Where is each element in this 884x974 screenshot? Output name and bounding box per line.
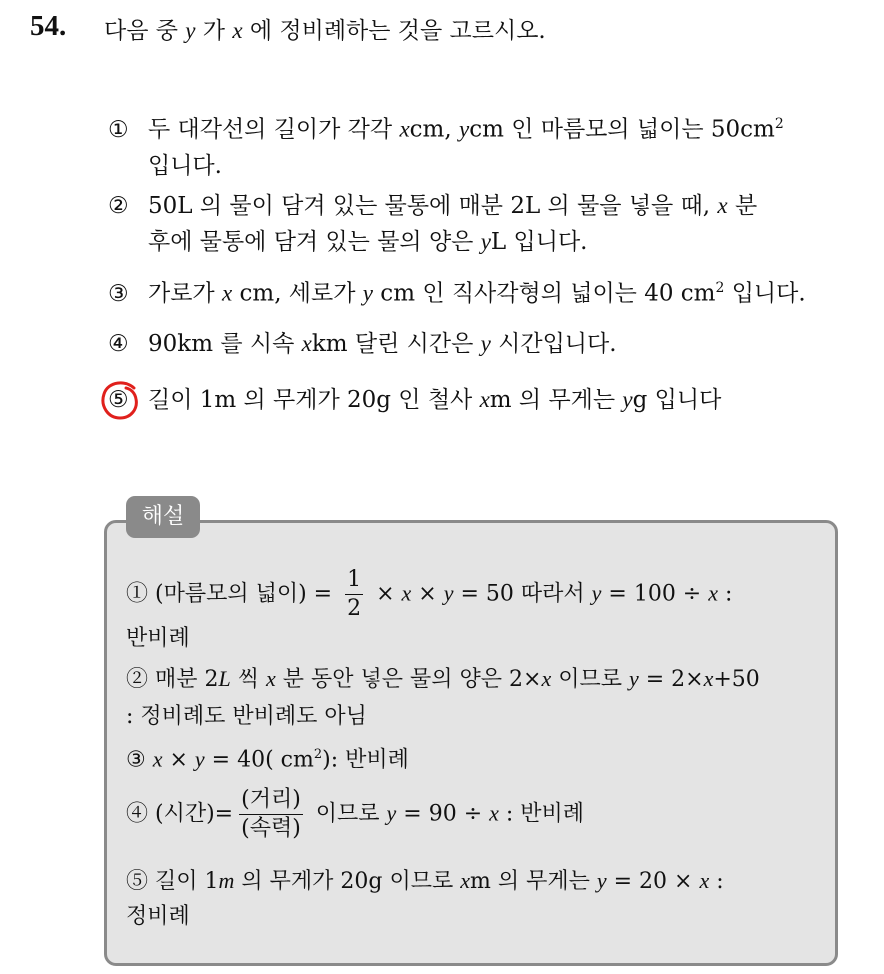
choice-5[interactable]: ⑤ 길이 1m 의 무게가 20g 인 철사 xm 의 무게는 yg 입니다 (108, 382, 721, 418)
solution-tab-label: 해설 (126, 496, 200, 538)
solution-line-5-cont: 정비례 (126, 904, 190, 929)
choice-number: ④ (108, 331, 129, 357)
choice-2[interactable]: ② 50L 의 물이 담겨 있는 물통에 매분 2L 의 물을 넣을 때, x 분 후에 물통에 담겨 있는 물의 양은 yL 입니다. (108, 188, 757, 260)
choice-number: ① (108, 116, 129, 143)
solution-line-2-cont: : 정비례도 반비례도 아님 (126, 704, 367, 729)
choice-number: ③ (108, 280, 129, 307)
choice-4[interactable]: ④ 90km 를 시속 xkm 달린 시간은 y 시간입니다. (108, 326, 617, 362)
fraction-half: $\frac{1}{2}$ (347, 567, 362, 621)
solution-line-1: ① (마름모의 넓이) = $\frac{1}{2}$ × x × y = 50 따라서 y = 100 ÷ x : (126, 567, 733, 621)
choice-number: ⑤ (108, 387, 129, 413)
fraction-distance-speed: $\frac{\text{(거리)}}{\text{(속력)}}$ (241, 787, 301, 841)
question-stem: 다음 중 y 가 x 에 정비례하는 것을 고르시오. (104, 18, 546, 44)
solution-line-4: ④ (시간)= $\frac{\text{(거리)}}{\text{(속력)}}$ 이므로 y = 90 ÷ x : 반비례 (126, 787, 585, 841)
solution-line-2: ② 매분 2L 씩 x 분 동안 넣은 물의 양은 2×x 이므로 y = 2×x+50 (126, 666, 760, 692)
choice-1[interactable]: ① 두 대각선의 길이가 각각 xcm, ycm 인 마름모의 넓이는 $50cm^2$ 입니다. (108, 106, 784, 184)
solution-line-3: ③ x × y = 40( $cm^2$): 반비례 (126, 746, 409, 773)
question-number: 54. (30, 10, 67, 42)
solution-line-1-cont: 반비례 (126, 626, 190, 651)
choice-number: ② (108, 193, 129, 219)
solution-line-5: ⑤ 길이 1m 의 무게가 20g 이므로 xm 의 무게는 y = 20 × x : (126, 868, 724, 894)
choice-3[interactable]: ③ 가로가 x cm, 세로가 y cm 인 직사각형의 넓이는 40 $cm^2$ 입니다. (108, 270, 806, 312)
